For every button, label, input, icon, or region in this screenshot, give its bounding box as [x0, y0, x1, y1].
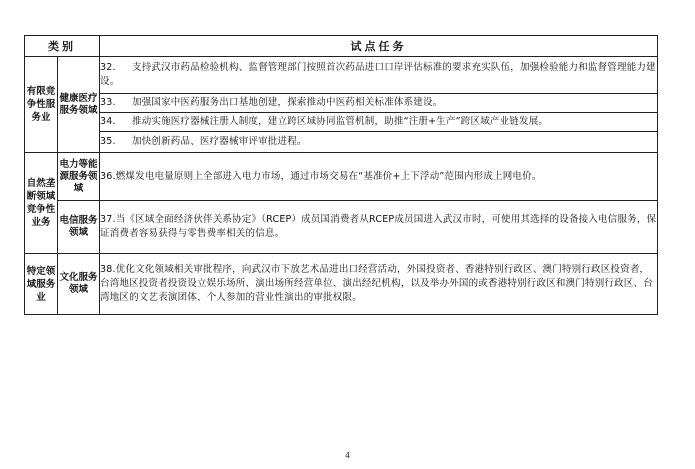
table-header-row	[25, 36, 658, 57]
task-text: 优化文化领域相关审批程序，向武汉市下放艺术品进出口经营活动，外国投资者、香港特别行政区、澳门特别行政区投资者，台湾地区投资者投资设立娱乐场所、演出场所经营单位、演出经纪机构，以及举办外国的或香港特别行政区和澳门特别行政区、台湾地区的文艺表演团体、个人参加的营业性演出的审批权限。	[100, 264, 653, 303]
task-text: 当《区域全面经济伙伴关系协定》（RCEP）成员国消费者从RCEP成员国进入武汉市时，可使用其选择的设备接入电信服务，保证消费者容易获得与零售费率相关的信息。	[100, 214, 657, 239]
task-number: 37.	[100, 214, 116, 225]
page-number: 4	[344, 451, 351, 460]
category-cell: 自然垄断领域竞争性业务	[25, 153, 58, 254]
table-row	[25, 132, 658, 153]
table-row	[25, 254, 658, 315]
task-number: 36.	[100, 170, 116, 182]
task-cell	[100, 254, 658, 315]
table-row	[25, 57, 658, 94]
task-text: 加强国家中医药服务出口基地创建，探索推动中医药相关标准体系建设。	[132, 97, 443, 108]
task-cell	[100, 132, 658, 153]
task-cell	[100, 153, 658, 201]
header-pilot-task: 试点任务	[100, 36, 658, 57]
category-cell: 特定领域服务业	[25, 254, 58, 315]
table-row	[25, 94, 658, 113]
task-text: 推动实施医疗器械注册人制度，建立跨区域协同监管机制，助推“注册+生产”跨区域产业链发展。	[132, 116, 549, 127]
task-number: 35.	[100, 136, 116, 147]
subcategory-cell: 文化服务领域	[58, 254, 100, 315]
task-number: 34.	[100, 116, 116, 127]
subcategory-cell: 电力等能源服务领域	[58, 153, 100, 201]
subcategory-cell: 电信服务领域	[58, 201, 100, 254]
task-cell	[100, 94, 658, 113]
task-text: 燃煤发电电量原则上全部进入电力市场，通过市场交易在“基准价+上下浮动”范围内形成上网电价。	[115, 170, 542, 182]
task-cell	[100, 113, 658, 132]
task-text: 支持武汉市药品检验机构、监督管理部门按照首次药品进口口岸评估标准的要求充实队伍，加强检验能力和监督管理能力建设。	[100, 62, 656, 87]
table-row	[25, 113, 658, 132]
table-row	[25, 201, 658, 254]
task-number: 32.	[100, 62, 116, 73]
table-row	[25, 153, 658, 201]
task-cell	[100, 57, 658, 94]
task-cell	[100, 201, 658, 254]
header-category: 类别	[25, 36, 100, 57]
category-cell: 有限竞争性服务业	[25, 57, 58, 153]
task-number: 38.	[100, 264, 116, 275]
task-number: 33.	[100, 97, 116, 108]
subcategory-cell: 健康医疗服务领域	[58, 57, 100, 153]
task-text: 加快创新药品、医疗器械审评审批进程。	[132, 136, 307, 147]
pilot-task-table	[24, 35, 658, 315]
